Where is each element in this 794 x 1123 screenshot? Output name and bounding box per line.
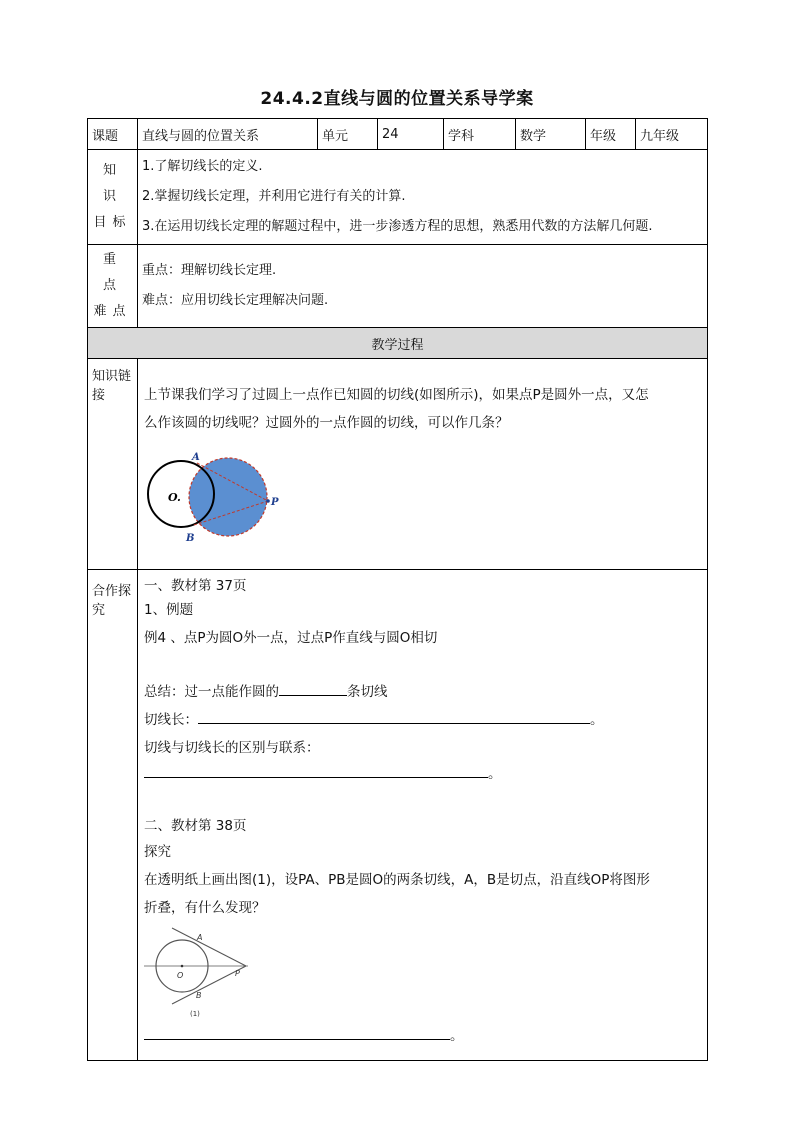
difference-blank <box>144 763 488 778</box>
fig2-label-p: P <box>235 969 240 978</box>
fig2-caption: (1) <box>190 1010 200 1018</box>
goals-label: 知 识 目标 <box>88 150 138 245</box>
section2-title: 二、教材第 38页 <box>144 818 247 834</box>
goal-item: 3.在运用切线长定理的解题过程中，进一步渗透方程的思想，熟悉用代数的方法解几何题. <box>142 219 653 234</box>
center-o <box>181 965 184 968</box>
discovery-answer-line: 。 <box>144 1024 464 1044</box>
key-points-label: 重 点 难点 <box>88 245 138 328</box>
focus-text: 重点：理解切线长定理. <box>142 263 277 278</box>
subject-value: 数学 <box>516 119 586 150</box>
goals-row <box>88 150 708 245</box>
process-heading-row <box>88 328 708 359</box>
tangent-figure <box>142 449 282 549</box>
section2-text-line1: 在透明纸上画出图(1)，设PA、PB是圆O的两条切线，A，B是切点，沿直线OP将图形 <box>144 872 650 888</box>
figure-1 <box>144 920 254 1018</box>
section1-subtitle: 1、例题 <box>144 602 194 618</box>
subject-label: 学科 <box>444 119 516 150</box>
difference-answer-line: 。 <box>144 762 502 782</box>
summary-line: 总结：过一点能作圆的 条切线 <box>144 680 388 700</box>
explore-row <box>88 570 708 1061</box>
fig2-label-a: A <box>197 933 203 942</box>
topic-value: 直线与圆的位置关系 <box>138 119 318 150</box>
section2-subtitle: 探究 <box>144 844 171 860</box>
goal-item: 2.掌握切线长定理，并利用它进行有关的计算. <box>142 189 406 204</box>
process-heading: 教学过程 <box>88 328 708 359</box>
key-points-row <box>88 245 708 328</box>
header-row <box>88 119 708 150</box>
fig2-label-o: O <box>177 971 184 980</box>
difficulty-text: 难点：应用切线长定理解决问题. <box>142 293 329 308</box>
unit-label: 单元 <box>318 119 378 150</box>
unit-value: 24 <box>378 119 444 150</box>
section1-title: 一、教材第 37页 <box>144 578 247 594</box>
explore-content <box>138 570 708 1061</box>
tangent-length-blank <box>198 709 590 724</box>
explore-label: 合作探究 <box>88 570 138 1061</box>
lesson-table <box>87 118 708 1061</box>
label-b: B <box>186 533 195 544</box>
circle-shaded <box>189 458 267 536</box>
example-text: 例4 、点P为圆O外一点，过点P作直线与圆O相切 <box>144 630 438 646</box>
link-label: 知识链接 <box>88 359 138 570</box>
label-a: A <box>192 452 200 463</box>
label-p: P <box>271 497 279 508</box>
page-title: 24.4.2直线与圆的位置关系导学案 <box>260 89 534 109</box>
summary-blank <box>279 681 347 696</box>
goal-item: 1.了解切线长的定义. <box>142 159 263 174</box>
difference-text: 切线与切线长的区别与联系： <box>144 740 320 756</box>
label-o: O. <box>168 491 181 504</box>
goals-content <box>138 150 708 245</box>
link-text-line2: 么作该圆的切线呢？过圆外的一点作圆的切线，可以作几条？ <box>144 415 509 431</box>
grade-label: 年级 <box>586 119 636 150</box>
figure-1-tangent-pa <box>172 928 246 966</box>
tangent-length-line: 切线长： 。 <box>144 708 604 728</box>
link-row <box>88 359 708 570</box>
section2-text-line2: 折叠，有什么发现？ <box>144 900 266 916</box>
point-p <box>266 499 270 503</box>
key-points-content <box>138 245 708 328</box>
topic-label: 课题 <box>88 119 138 150</box>
link-text-line1: 上节课我们学习了过圆上一点作已知圆的切线(如图所示)，如果点P是圆外一点，又怎 <box>144 387 649 403</box>
fig2-label-b: B <box>196 991 202 1000</box>
link-content <box>138 359 708 570</box>
discovery-blank <box>144 1025 450 1040</box>
grade-value: 九年级 <box>636 119 708 150</box>
